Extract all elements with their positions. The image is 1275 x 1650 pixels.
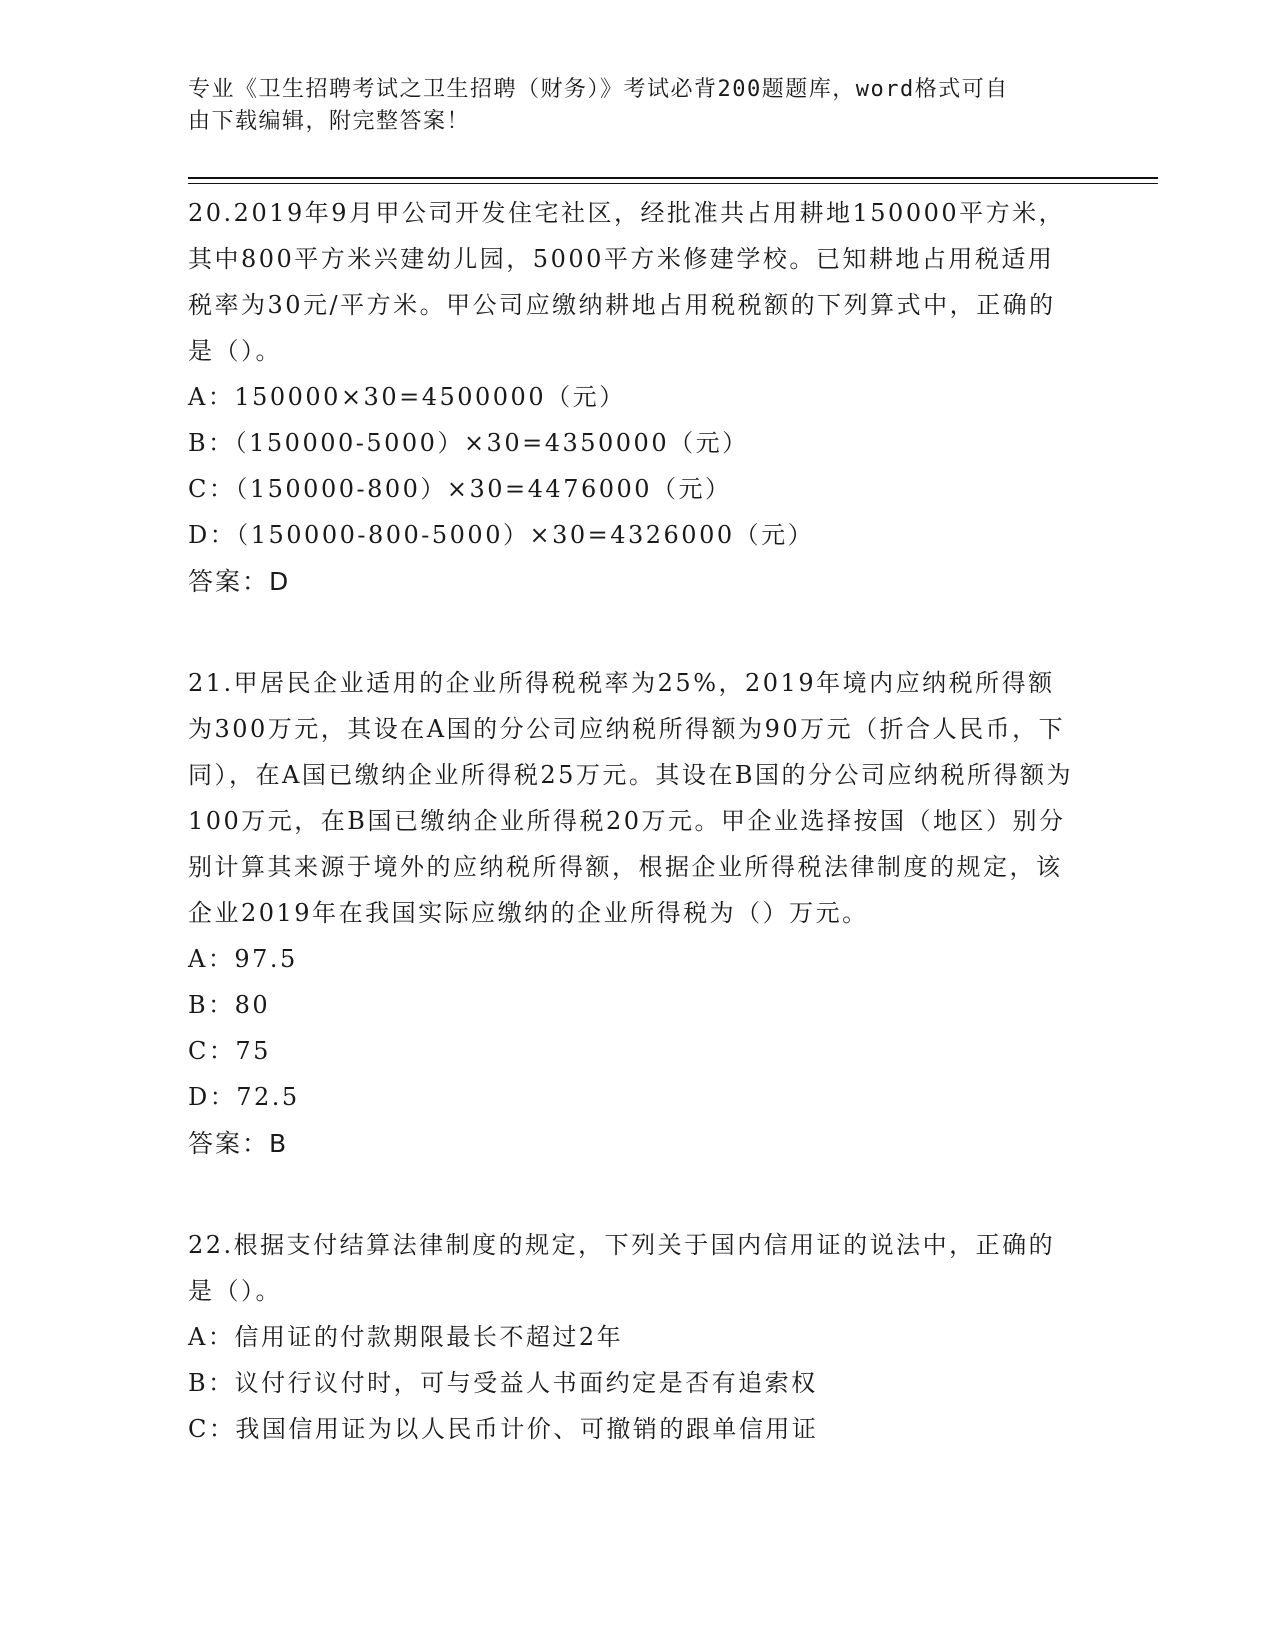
question-list: [188, 190, 1078, 1506]
option-c: C：（150000-800）×30=4476000（元）: [188, 475, 732, 503]
question-22: [188, 1222, 1078, 1452]
header-divider-thin: [188, 183, 1158, 184]
option-b: B：议付行议付时，可与受益人书面约定是否有追索权: [188, 1369, 818, 1397]
option-d: D：（150000-800-5000）×30=4326000（元）: [188, 521, 815, 549]
header-line-1: 专业《卫生招聘考试之卫生招聘（财务）》考试必背200题题库，word格式可自: [188, 77, 1009, 102]
document-header: [188, 74, 1068, 138]
question-20: [188, 190, 1078, 606]
option-d: D：72.5: [188, 1083, 300, 1111]
option-a: A：信用证的付款期限最长不超过2年: [188, 1323, 624, 1351]
question-stem: 21.甲居民企业适用的企业所得税税率为25%，2019年境内应纳税所得额为300万元，其设在A国的分公司应纳税所得额为90万元（折合人民币，下同），在A国已缴纳企业所得税25万元。其设在B国的分公司应纳税所得额为100万元，在B国已缴纳企业所得税20万元。甲企业选择按国（地区）别分别计算其来源于境外的应纳税所得额，根据企业所得税法律制度的规定，该企业2019年在我国实际应缴纳的企业所得税为（）万元。: [188, 669, 1074, 927]
option-c: C：我国信用证为以人民币计价、可撤销的跟单信用证: [188, 1415, 819, 1443]
option-c: C：75: [188, 1037, 271, 1065]
option-b: B：80: [188, 991, 271, 1019]
option-b: B：（150000-5000）×30=4350000（元）: [188, 429, 749, 457]
header-divider-thick: [188, 177, 1158, 179]
answer-text: 答案：D: [188, 567, 291, 596]
answer-text: 答案：B: [188, 1129, 289, 1158]
question-stem: 20.2019年9月甲公司开发住宅社区，经批准共占用耕地150000平方米，其中800平方米兴建幼儿园，5000平方米修建学校。已知耕地占用税适用税率为30元/平方米。甲公司应缴纳耕地占用税税额的下列算式中，正确的是（）。: [188, 199, 1066, 365]
option-a: A：150000×30=4500000（元）: [188, 383, 626, 411]
question-stem: 22.根据支付结算法律制度的规定，下列关于国内信用证的说法中，正确的是（）。: [188, 1231, 1056, 1305]
option-a: A：97.5: [188, 945, 298, 973]
header-line-2: 由下载编辑，附完整答案！: [188, 109, 471, 134]
question-21: [188, 660, 1078, 1168]
